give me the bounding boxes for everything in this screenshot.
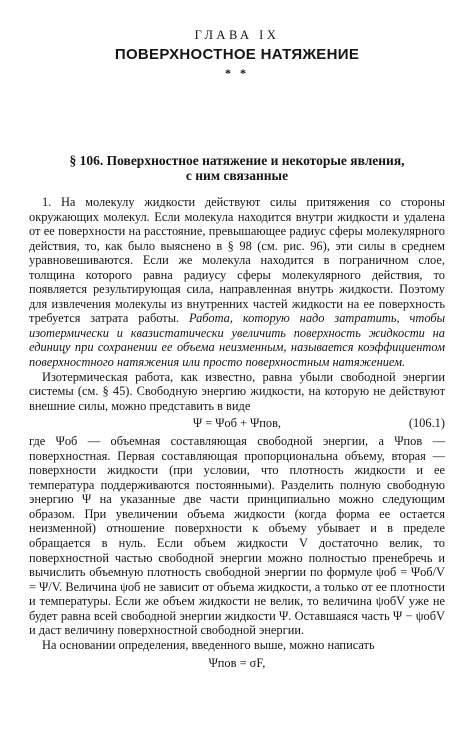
paragraph-1 (29, 195, 445, 370)
equation-expression-2: Ψпов = σF, (208, 656, 266, 671)
ornament-stars: * * (225, 66, 249, 80)
paragraph-2: Изотермическая работа, как известно, равна убыли свободной энергии системы (см. § 45). Свободную энергию жидкости, на которую не действуют внешние силы, можно представить в виде (29, 369, 445, 413)
section-heading (40, 153, 434, 183)
chapter-heading: ГЛАВА IX (194, 28, 280, 42)
equation-surface-energy (29, 652, 445, 672)
section-heading-line1: § 106. Поверхностное натяжение и некоторые явления, (69, 153, 405, 168)
paragraph-4: На основании определения, введенного выше, можно написать (42, 637, 375, 652)
equation-106-1 (29, 413, 445, 434)
section-heading-line2: с ним связанные (185, 168, 289, 183)
equation-number: (106.1) (408, 416, 445, 431)
paragraph-1-text: 1. На молекулу жидкости действуют силы притяжения со стороны окружающих молекул. Если молекула находится внутри жидкости и удалена от ее поверхности на расстояние, превышающее радиус сферы молекулярного действия, то, как было выяснено в § 98 (см. рис. 96), эти силы в среднем уравновешиваются. Если же молекула находится в пограничном слое, толщина которого равна радиусу сферы молекулярного действия, то появляется результирующая сила, направленная внутрь жидкости. Поэтому для извлечения молекулы из внутренних частей жидкости на ее поверхность требуется затрата работы. (29, 195, 445, 326)
chapter-title: ПОВЕРХНОСТНОЕ НАТЯЖЕНИЕ (114, 46, 360, 63)
equation-expression: Ψ = Ψоб + Ψпов, (192, 416, 282, 431)
definition-italic: Работа, которую надо затратить, чтобы изотермически и квазистатически увеличить поверхность жидкости на единицу при сохранении ее объема неизменным, называется коэффициентом поверхностного натяжения или просто поверхностным натяжением. (29, 311, 445, 370)
body-text (29, 195, 445, 672)
paragraph-3: где Ψоб — объемная составляющая свободной энергии, а Ψпов — поверхностная. Первая составляющая пропорциональна объему, вторая — поверхности жидкости (при условии, что плотность жидкости и ее температура поддерживаются постоянными). Разделить полную свободную энергию Ψ на указанные две части принципиально можно следующим образом. При увеличении объема жидкости (когда форма ее остается неизменной) отношение поверхности к объему убывает и в пределе обращается в нуль. Если объем жидкости V достаточно велик, то поверхностной частью свободной энергии можно полностью пренебречь и вычислить объемную плотность свободной энергии по формуле ψоб = Ψоб/V = Ψ/V. Величина ψоб не зависит от объема жидкости, а только от ее плотности и температуры. Если же объем жидкости не велик, то величина ψобV уже не будет равна всей свободной энергии жидкости Ψ. Оставшаяся часть Ψ − ψобV и даст величину поверхностной свободной энергии. (29, 434, 445, 638)
